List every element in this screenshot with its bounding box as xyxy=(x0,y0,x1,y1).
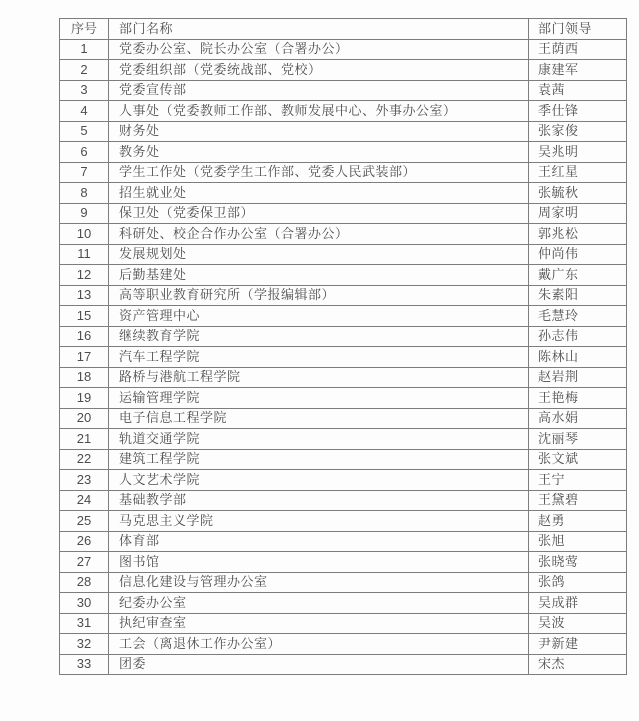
table-row xyxy=(60,408,627,429)
table-row xyxy=(60,244,627,265)
department-name: 团委 xyxy=(109,654,529,675)
column-header-number: 序号 xyxy=(60,19,109,40)
department-leader-table xyxy=(59,18,627,675)
table-row xyxy=(60,552,627,573)
table-row xyxy=(60,490,627,511)
department-name: 招生就业处 xyxy=(109,183,529,204)
department-name: 图书馆 xyxy=(109,552,529,573)
table-row xyxy=(60,449,627,470)
table-row xyxy=(60,101,627,122)
row-number: 6 xyxy=(60,142,109,163)
row-number: 25 xyxy=(60,511,109,532)
department-name: 科研处、校企合作办公室（合署办公） xyxy=(109,224,529,245)
row-number: 20 xyxy=(60,408,109,429)
row-number: 9 xyxy=(60,203,109,224)
leader-name: 张文斌 xyxy=(529,449,627,470)
table-row xyxy=(60,265,627,286)
leader-name: 沈丽琴 xyxy=(529,429,627,450)
leader-name: 周家明 xyxy=(529,203,627,224)
row-number: 13 xyxy=(60,285,109,306)
table-row xyxy=(60,388,627,409)
department-name: 人事处（党委教师工作部、教师发展中心、外事办公室） xyxy=(109,101,529,122)
department-name: 党委组织部（党委统战部、党校） xyxy=(109,60,529,81)
leader-name: 仲尚伟 xyxy=(529,244,627,265)
row-number: 7 xyxy=(60,162,109,183)
row-number: 27 xyxy=(60,552,109,573)
department-name: 党委办公室、院长办公室（合署办公） xyxy=(109,39,529,60)
leader-name: 袁茜 xyxy=(529,80,627,101)
department-name: 人文艺术学院 xyxy=(109,470,529,491)
row-number: 33 xyxy=(60,654,109,675)
department-name: 保卫处（党委保卫部） xyxy=(109,203,529,224)
row-number: 31 xyxy=(60,613,109,634)
department-name: 高等职业教育研究所（学报编辑部） xyxy=(109,285,529,306)
department-name: 教务处 xyxy=(109,142,529,163)
table-row xyxy=(60,39,627,60)
row-number: 22 xyxy=(60,449,109,470)
row-number: 23 xyxy=(60,470,109,491)
department-name: 发展规划处 xyxy=(109,244,529,265)
department-name: 纪委办公室 xyxy=(109,593,529,614)
row-number: 5 xyxy=(60,121,109,142)
leader-name: 康建军 xyxy=(529,60,627,81)
leader-name: 季仕锋 xyxy=(529,101,627,122)
leader-name: 吴兆明 xyxy=(529,142,627,163)
department-name: 资产管理中心 xyxy=(109,306,529,327)
table-row xyxy=(60,593,627,614)
column-header-leader: 部门领导 xyxy=(529,19,627,40)
department-name: 学生工作处（党委学生工作部、党委人民武装部） xyxy=(109,162,529,183)
department-name: 建筑工程学院 xyxy=(109,449,529,470)
table-row xyxy=(60,470,627,491)
row-number: 2 xyxy=(60,60,109,81)
leader-name: 张旭 xyxy=(529,531,627,552)
table-row xyxy=(60,367,627,388)
leader-name: 王红星 xyxy=(529,162,627,183)
table-row xyxy=(60,306,627,327)
header-row xyxy=(60,19,627,40)
column-header-department: 部门名称 xyxy=(109,19,529,40)
table-row xyxy=(60,224,627,245)
row-number: 4 xyxy=(60,101,109,122)
row-number: 32 xyxy=(60,634,109,655)
table-row xyxy=(60,142,627,163)
table-row xyxy=(60,326,627,347)
leader-name: 张毓秋 xyxy=(529,183,627,204)
row-number: 10 xyxy=(60,224,109,245)
department-name: 路桥与港航工程学院 xyxy=(109,367,529,388)
row-number: 19 xyxy=(60,388,109,409)
leader-name: 王艳梅 xyxy=(529,388,627,409)
department-name: 党委宣传部 xyxy=(109,80,529,101)
table-row xyxy=(60,572,627,593)
department-name: 电子信息工程学院 xyxy=(109,408,529,429)
leader-name: 王荫西 xyxy=(529,39,627,60)
row-number: 28 xyxy=(60,572,109,593)
table-row xyxy=(60,121,627,142)
row-number: 12 xyxy=(60,265,109,286)
table-row xyxy=(60,634,627,655)
leader-name: 孙志伟 xyxy=(529,326,627,347)
department-name: 后勤基建处 xyxy=(109,265,529,286)
leader-name: 吴成群 xyxy=(529,593,627,614)
table-row xyxy=(60,203,627,224)
row-number: 16 xyxy=(60,326,109,347)
row-number: 30 xyxy=(60,593,109,614)
department-name: 工会（离退休工作办公室） xyxy=(109,634,529,655)
leader-name: 王黛碧 xyxy=(529,490,627,511)
table-row xyxy=(60,60,627,81)
table-row xyxy=(60,162,627,183)
row-number: 1 xyxy=(60,39,109,60)
table-row xyxy=(60,80,627,101)
leader-name: 宋杰 xyxy=(529,654,627,675)
table-row xyxy=(60,429,627,450)
leader-name: 张家俊 xyxy=(529,121,627,142)
table-body xyxy=(60,39,627,675)
row-number: 21 xyxy=(60,429,109,450)
leader-name: 毛慧玲 xyxy=(529,306,627,327)
department-name: 轨道交通学院 xyxy=(109,429,529,450)
leader-name: 朱素阳 xyxy=(529,285,627,306)
table-row xyxy=(60,285,627,306)
row-number: 24 xyxy=(60,490,109,511)
department-name: 继续教育学院 xyxy=(109,326,529,347)
row-number: 17 xyxy=(60,347,109,368)
department-name: 基础教学部 xyxy=(109,490,529,511)
row-number: 18 xyxy=(60,367,109,388)
department-name: 马克思主义学院 xyxy=(109,511,529,532)
department-name: 财务处 xyxy=(109,121,529,142)
leader-name: 尹新建 xyxy=(529,634,627,655)
department-name: 执纪审查室 xyxy=(109,613,529,634)
row-number: 3 xyxy=(60,80,109,101)
row-number: 26 xyxy=(60,531,109,552)
table-row xyxy=(60,511,627,532)
leader-name: 高水娟 xyxy=(529,408,627,429)
table-row xyxy=(60,654,627,675)
department-name: 汽车工程学院 xyxy=(109,347,529,368)
leader-name: 戴广东 xyxy=(529,265,627,286)
leader-name: 吴波 xyxy=(529,613,627,634)
table-row xyxy=(60,183,627,204)
department-name: 体育部 xyxy=(109,531,529,552)
table-row xyxy=(60,347,627,368)
leader-name: 赵勇 xyxy=(529,511,627,532)
row-number: 11 xyxy=(60,244,109,265)
leader-name: 赵岩荆 xyxy=(529,367,627,388)
leader-name: 陈林山 xyxy=(529,347,627,368)
department-name: 运输管理学院 xyxy=(109,388,529,409)
leader-name: 王宁 xyxy=(529,470,627,491)
row-number: 15 xyxy=(60,306,109,327)
row-number: 8 xyxy=(60,183,109,204)
leader-name: 张晓莺 xyxy=(529,552,627,573)
department-name: 信息化建设与管理办公室 xyxy=(109,572,529,593)
leader-name: 郭兆松 xyxy=(529,224,627,245)
table-row xyxy=(60,531,627,552)
table-row xyxy=(60,613,627,634)
leader-name: 张鸽 xyxy=(529,572,627,593)
